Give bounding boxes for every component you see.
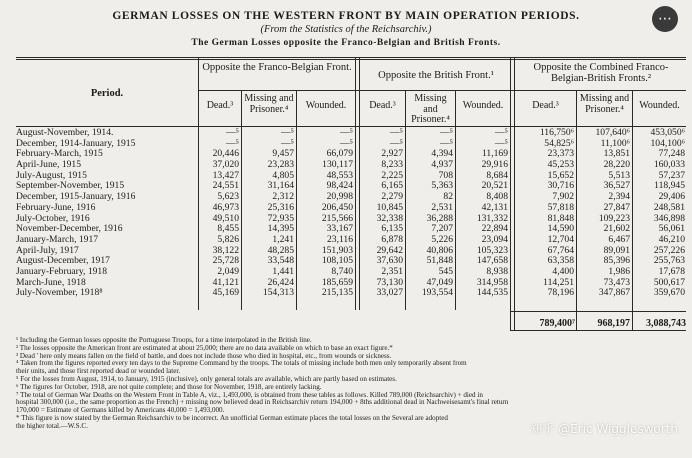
table-cell: 49,510 xyxy=(212,212,239,224)
table-cell: 4,805 xyxy=(272,169,294,181)
header-combined: Opposite the Combined Franco-Belgian-British Fronts.² xyxy=(533,62,669,84)
table-cell: 5,513 xyxy=(608,169,630,181)
table-cell: 2,351 xyxy=(381,265,403,277)
table-cell: 45,169 xyxy=(212,287,239,299)
table-cell: 130,117 xyxy=(322,159,353,171)
table-cell: 78,196 xyxy=(547,287,574,299)
document-subtitle: (From the Statistics of the Reichsarchiv.) xyxy=(260,24,432,35)
table-cell: 2,394 xyxy=(608,191,630,203)
table-top-rule xyxy=(16,57,686,58)
table-cell: 107,640⁶ xyxy=(595,127,630,138)
footnote: their units, and those first reported dead or wounded later. xyxy=(16,368,181,376)
table-cell: 8,740 xyxy=(331,265,353,277)
table-cell: 7,902 xyxy=(552,191,574,203)
table-cell: 37,020 xyxy=(212,159,239,171)
table-cell: 85,396 xyxy=(603,255,630,267)
table-cell: —⁵ xyxy=(390,127,403,138)
table-cell: 257,226 xyxy=(653,244,685,256)
table-cell: 21,602 xyxy=(603,223,630,235)
table-cell: 81,848 xyxy=(547,212,574,224)
table-cell: —⁵ xyxy=(440,137,453,149)
table-cell: 131,332 xyxy=(476,212,508,224)
table-cell: 73,130 xyxy=(376,276,403,288)
table-cell: 25,728 xyxy=(212,255,239,267)
combined-dead-column xyxy=(515,128,574,299)
combined-wounded-column xyxy=(633,128,685,299)
table-cell: 2,225 xyxy=(381,169,403,181)
table-cell: 2,312 xyxy=(272,191,294,203)
table-cell: 147,658 xyxy=(476,255,508,267)
table-cell: 13,851 xyxy=(603,148,630,160)
table-top-rule-double xyxy=(16,59,686,60)
br-dead-column xyxy=(361,128,403,299)
footnote: the higher total.—W.S.C. xyxy=(16,422,88,430)
table-cell: 48,553 xyxy=(326,169,353,181)
table-cell: —⁵ xyxy=(226,137,239,149)
table-cell: 23,373 xyxy=(547,148,574,160)
table-cell: 11,100⁶ xyxy=(600,137,630,149)
table-cell: 116,750⁶ xyxy=(539,127,574,138)
period-cell: February-March, 1915 xyxy=(16,148,103,160)
table-cell: 14,590 xyxy=(547,223,574,235)
table-cell: 5,826 xyxy=(217,233,239,245)
table-cell: 41,121 xyxy=(212,276,239,288)
table-cell: 2,049 xyxy=(217,265,239,277)
table-cell: 27,847 xyxy=(603,201,630,213)
table-cell: 114,251 xyxy=(543,276,574,288)
table-cell: 1,441 xyxy=(272,265,294,277)
table-cell: 82 xyxy=(443,191,453,203)
table-cell: 63,358 xyxy=(547,255,574,267)
table-cell: 56,061 xyxy=(658,223,685,235)
table-cell: 37,630 xyxy=(376,255,403,267)
subheader-dead: Dead.³ xyxy=(369,100,396,111)
document-title: GERMAN LOSSES ON THE WESTERN FRONT BY MAIN OPERATION PERIODS. xyxy=(112,10,580,22)
total-wounded: 3,088,743 xyxy=(646,318,686,329)
table-cell: 98,424 xyxy=(326,180,353,192)
table-cell: 6,135 xyxy=(381,223,403,235)
table-cell: 215,566 xyxy=(321,212,353,224)
table-cell: 72,935 xyxy=(267,212,294,224)
footnote: ⁴ Taken from the figures reported every ten days to the Supreme Command by the troops. The totals of missing include both men only temporarily absent from xyxy=(16,360,467,368)
fb-missing-column xyxy=(242,128,294,299)
subheader-wounded: Wounded. xyxy=(305,100,347,111)
table-cell: 151,903 xyxy=(321,244,353,256)
table-cell: —⁵ xyxy=(281,137,294,149)
table-cell: 46,973 xyxy=(212,201,239,213)
fb-dead-column xyxy=(199,128,239,299)
table-cell: 160,033 xyxy=(653,159,685,171)
table-cell: 29,916 xyxy=(481,159,508,171)
table-cell: 314,958 xyxy=(476,276,508,288)
table-cell: 206,450 xyxy=(321,201,353,213)
footnote: ⁷ The total of German War Deaths on the Western Front in Table A, viz., 1,493,000, is obtained from these tables as follows. Killed 789,000 (Reichsarchiv) + died in xyxy=(16,391,483,399)
period-cell: September-November, 1915 xyxy=(16,180,125,192)
footnote: ² The losses opposite the American front are estimated at about 25,000; there are no data available on which to base an exact figure.* xyxy=(16,344,393,352)
table-cell: 12,704 xyxy=(547,233,574,245)
table-cell: 38,122 xyxy=(212,244,239,256)
table-cell: 193,554 xyxy=(421,287,453,299)
table-cell: 73,473 xyxy=(603,276,630,288)
table-cell: 5,623 xyxy=(217,191,239,203)
table-cell: 6,878 xyxy=(381,233,403,245)
table-cell: 47,049 xyxy=(426,276,453,288)
table-cell: 215,135 xyxy=(321,287,353,299)
table-cell: 14,395 xyxy=(267,223,294,235)
header-period: Period. xyxy=(90,88,124,99)
br-wounded-column xyxy=(456,128,508,299)
table-cell: 10,845 xyxy=(376,201,403,213)
column-divider-double xyxy=(359,57,360,310)
table-cell: 8,684 xyxy=(486,169,508,181)
subheader-missing: Missing and Prisoner.⁴ xyxy=(411,93,450,125)
total-dead: 789,400⁷ xyxy=(539,318,575,329)
totals-top-rule xyxy=(510,311,686,312)
subheader-wounded: Wounded. xyxy=(462,100,504,111)
table-cell: 248,581 xyxy=(653,201,685,213)
table-cell: 57,237 xyxy=(658,169,685,181)
period-cell: July-November, 1918⁸ xyxy=(16,287,103,299)
table-cell: 25,316 xyxy=(267,201,294,213)
table-subheading: The German Losses opposite the Franco-Belgian and British Fronts. xyxy=(191,38,501,48)
period-cell: January-February, 1918 xyxy=(16,265,108,277)
totals-bottom-rule xyxy=(510,330,686,331)
table-cell: —⁵ xyxy=(340,127,353,138)
footnote: ³ Dead ' here only means fallen on the field of battle, and does not include those who died in hospital, etc., from wounds or sickness. xyxy=(16,352,392,360)
table-cell: 2,279 xyxy=(381,191,403,203)
table-cell: 4,400 xyxy=(552,265,574,277)
table-cell: 20,521 xyxy=(481,180,508,192)
period-cell: November-December, 1916 xyxy=(16,223,123,235)
period-cell: April-July, 1917 xyxy=(16,244,79,256)
table-cell: 33,548 xyxy=(267,255,294,267)
table-cell: 51,848 xyxy=(426,255,453,267)
period-cell: December, 1914-January, 1915 xyxy=(16,137,136,149)
column-divider xyxy=(355,57,356,310)
table-cell: 36,288 xyxy=(426,212,453,224)
table-cell: 144,535 xyxy=(476,287,508,299)
table-cell: 29,406 xyxy=(658,191,685,203)
header-british: Opposite the British Front.¹ xyxy=(378,70,494,81)
table-cell: 2,531 xyxy=(431,201,453,213)
table-cell: 48,285 xyxy=(267,244,294,256)
period-cell: February-June, 1916 xyxy=(16,201,96,213)
header-franco-belgian: Opposite the Franco-Belgian Front. xyxy=(202,62,352,73)
subheader-dead: Dead.³ xyxy=(532,100,559,111)
table-cell: —⁵ xyxy=(440,127,453,138)
table-cell: 89,091 xyxy=(603,244,630,256)
table-cell: 453,050⁶ xyxy=(650,127,685,138)
table-cell: 17,678 xyxy=(658,265,685,277)
table-cell: 109,223 xyxy=(598,212,630,224)
period-cell: December, 1915-January, 1916 xyxy=(16,191,136,203)
period-cell: August-December, 1917 xyxy=(16,255,110,267)
table-cell: 500,617 xyxy=(653,276,685,288)
period-column xyxy=(16,128,135,299)
column-divider xyxy=(510,57,511,331)
footnote: 170,000 = Estimate of Germans killed by Americans 40,000 = 1,493,000. xyxy=(16,407,225,415)
table-cell: 66,079 xyxy=(326,148,353,160)
table-cell: 6,165 xyxy=(381,180,403,192)
period-cell: January-March, 1917 xyxy=(16,233,99,245)
table-cell: 1,986 xyxy=(608,265,630,277)
table-cell: 545 xyxy=(438,265,453,277)
table-cell: 54,825⁶ xyxy=(544,137,574,149)
table-cell: 8,233 xyxy=(381,159,403,171)
table-cell: 23,094 xyxy=(481,233,508,245)
table-cell: —⁵ xyxy=(495,127,508,138)
table-cell: 22,894 xyxy=(481,223,508,235)
table-cell: 185,659 xyxy=(321,276,353,288)
table-cell: —⁵ xyxy=(226,127,239,138)
table-cell: 42,131 xyxy=(481,201,508,213)
table-cell: 5,363 xyxy=(431,180,453,192)
table-cell: 20,446 xyxy=(212,148,239,160)
table-cell: —⁵ xyxy=(281,127,294,138)
table-cell: 7,207 xyxy=(431,223,453,235)
table-cell: —⁵ xyxy=(340,137,353,149)
table-cell: 118,945 xyxy=(654,180,685,192)
table-cell: 11,169 xyxy=(481,148,508,160)
table-cell: 67,764 xyxy=(547,244,574,256)
table-cell: 26,424 xyxy=(267,276,294,288)
table-cell: 33,027 xyxy=(376,287,403,299)
table-cell: 31,164 xyxy=(267,180,294,192)
table-cell: 36,527 xyxy=(603,180,630,192)
period-cell: August-November, 1914. xyxy=(16,127,114,138)
total-missing: 968,197 xyxy=(597,318,630,329)
subheader-missing: Missing and Prisoner.⁴ xyxy=(579,93,630,115)
table-cell: 9,457 xyxy=(272,148,294,160)
table-cell: 1,241 xyxy=(272,233,294,245)
subheader-dead: Dead.³ xyxy=(206,100,234,111)
table-cell: 8,455 xyxy=(217,223,239,235)
table-cell: —⁵ xyxy=(390,137,403,149)
table-cell: 57,818 xyxy=(547,201,574,213)
period-cell: July-October, 1916 xyxy=(16,212,90,224)
table-cell: 347,867 xyxy=(598,287,630,299)
table-cell: 15,652 xyxy=(547,169,574,181)
table-cell: 20,998 xyxy=(326,191,353,203)
subheader-missing: Missing and Prisoner.⁴ xyxy=(244,93,294,115)
table-cell: 4,937 xyxy=(431,159,453,171)
table-cell: —⁵ xyxy=(495,137,508,149)
table-cell: 108,105 xyxy=(321,255,353,267)
table-cell: 13,427 xyxy=(212,169,239,181)
table-cell: 105,323 xyxy=(476,244,508,256)
table-cell: 8,408 xyxy=(486,191,508,203)
period-cell: March-June, 1918 xyxy=(16,276,86,288)
table-cell: 23,116 xyxy=(326,233,353,245)
table-cell: 46,210 xyxy=(658,233,685,245)
footnote: ¹ Including the German losses opposite the Portuguese Troops, for a time interpolated in the British line. xyxy=(16,337,312,344)
period-cell: July-August, 1915 xyxy=(16,169,87,181)
table-cell: 29,642 xyxy=(376,244,403,256)
table-cell: 5,226 xyxy=(431,233,453,245)
table-cell: 708 xyxy=(438,169,453,181)
table-cell: 28,220 xyxy=(603,159,630,171)
period-cell: April-June, 1915 xyxy=(16,159,82,171)
combined-missing-column xyxy=(577,128,630,299)
table-cell: 346,898 xyxy=(653,212,685,224)
footnote: ⁶ The figures for October, 1918, are not quite complete; and those for November, 1918, are entirely lacking. xyxy=(16,383,322,391)
table-cell: 40,806 xyxy=(426,244,453,256)
table-cell: 45,253 xyxy=(547,159,574,171)
footnote: hospital 300,000 (i.e., the same proportion as the French) + missing now believed dead in Reichsarchiv return 194,000 + 8ths additional dead in Nachweisesamt's final return xyxy=(16,399,509,407)
subheader-wounded: Wounded. xyxy=(639,100,680,111)
footnote: * This figure is now stated by the German Reichsarchiv to be incorrect. An unofficial German estimate places the total losses on the Several are adopted xyxy=(16,414,448,422)
table-cell: 32,338 xyxy=(376,212,403,224)
table-cell: 30,716 xyxy=(547,180,574,192)
table-cell: 8,938 xyxy=(486,265,508,277)
footnotes xyxy=(16,337,682,431)
br-missing-column xyxy=(406,128,453,299)
table-cell: 255,763 xyxy=(653,255,685,267)
table-cell: 2,927 xyxy=(381,148,403,160)
table-cell: 6,467 xyxy=(608,233,630,245)
table-cell: 77,248 xyxy=(658,148,685,160)
group-header-rule xyxy=(198,90,686,91)
table-cell: 24,551 xyxy=(212,180,239,192)
footnote: ⁵ For the losses from August, 1914, to January, 1915 (inclusive), only general totals are available, which are partly based on estimates. xyxy=(16,375,397,383)
fb-wounded-column xyxy=(297,128,353,299)
watermark: 知乎 @Eric Wigglesworth xyxy=(530,422,678,436)
table-cell: 33,167 xyxy=(326,223,353,235)
more-icon[interactable]: ⋯ xyxy=(652,6,678,32)
table-cell: 359,670 xyxy=(653,287,685,299)
table-cell: 154,313 xyxy=(262,287,294,299)
table-cell: 4,394 xyxy=(431,148,453,160)
table-cell: 23,283 xyxy=(267,159,294,171)
table-cell: 104,100⁶ xyxy=(650,137,685,149)
